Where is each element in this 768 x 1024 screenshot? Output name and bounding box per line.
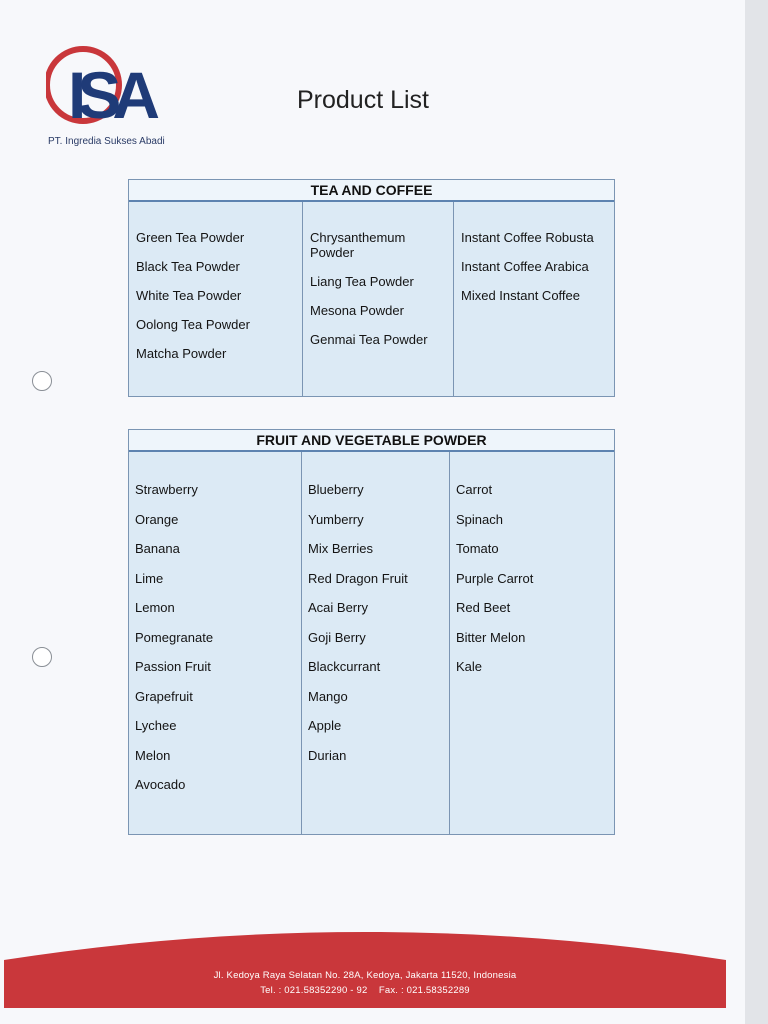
product-item: Oolong Tea Powder: [136, 317, 250, 332]
product-item: Passion Fruit: [135, 659, 211, 674]
table-column: [454, 202, 614, 396]
product-item: Lemon: [135, 600, 175, 615]
product-item: Acai Berry: [308, 600, 368, 615]
product-item: Mango: [308, 688, 348, 704]
product-item: Melon: [135, 747, 171, 763]
product-item: Grapefruit: [135, 688, 193, 704]
product-item: Liang Tea Powder: [310, 274, 414, 289]
product-item: Matcha Powder: [136, 346, 227, 361]
product-item: Goji Berry: [308, 629, 366, 645]
product-item: Banana: [135, 541, 180, 556]
page-title: Product List: [297, 86, 430, 114]
section-title: TEA AND COFFEE: [129, 180, 614, 202]
page-edge: [745, 0, 768, 1024]
product-item: Mesona Powder: [310, 303, 404, 318]
product-item: Durian: [308, 747, 347, 763]
product-item: Purple Carrot: [456, 570, 534, 586]
product-item: Green Tea Powder: [136, 230, 245, 245]
product-item: Pomegranate: [135, 629, 214, 645]
product-item: Yumberry: [308, 511, 364, 527]
footer-address: Jl. Kedoya Raya Selatan No. 28A, Kedoya, Jakarta 11520, Indonesia: [213, 970, 517, 981]
punch-hole: [32, 371, 52, 391]
product-item: Avocado: [135, 777, 186, 792]
company-logo: [46, 44, 180, 128]
product-item: Instant Coffee Robusta: [461, 230, 594, 245]
section-title: FRUIT AND VEGETABLE POWDER: [129, 430, 614, 452]
product-item: Tomato: [456, 541, 499, 556]
product-item: White Tea Powder: [136, 288, 242, 303]
product-item: Lychee: [135, 718, 177, 733]
product-item: Red Dragon Fruit: [308, 570, 408, 586]
product-item: Blackcurrant: [308, 659, 381, 674]
product-item: Strawberry: [135, 482, 198, 497]
product-item: Kale: [456, 659, 483, 674]
table-column: [129, 452, 302, 834]
logo-text: ISA: [68, 58, 152, 128]
footer-phone: Tel. : 021.58352290 - 92 Fax. : 021.58352289: [260, 985, 470, 996]
table-column: [129, 202, 303, 396]
table-column: [450, 452, 614, 834]
product-item: Instant Coffee Arabica: [461, 259, 589, 274]
product-item: Red Beet: [456, 600, 511, 615]
company-name: PT. Ingredia Sukses Abadi: [48, 136, 165, 147]
product-item: Mixed Instant Coffee: [461, 288, 580, 303]
product-item: Spinach: [456, 511, 503, 527]
product-item: Genmai Tea Powder: [310, 332, 428, 347]
product-item: Blueberry: [308, 482, 364, 497]
table-column: [302, 452, 450, 834]
table-column: [303, 202, 454, 396]
tea-coffee-table: [128, 179, 615, 397]
product-item: Apple: [308, 718, 342, 733]
fruit-vegetable-table: [128, 429, 615, 835]
product-item: Mix Berries: [308, 541, 374, 556]
punch-hole: [32, 647, 52, 667]
product-item: Lime: [135, 570, 164, 586]
product-item: Black Tea Powder: [136, 259, 240, 274]
product-item: Carrot: [456, 482, 493, 497]
product-item: Chrysanthemum Powder: [310, 230, 406, 260]
product-item: Orange: [135, 511, 179, 527]
product-item: Bitter Melon: [456, 629, 526, 645]
